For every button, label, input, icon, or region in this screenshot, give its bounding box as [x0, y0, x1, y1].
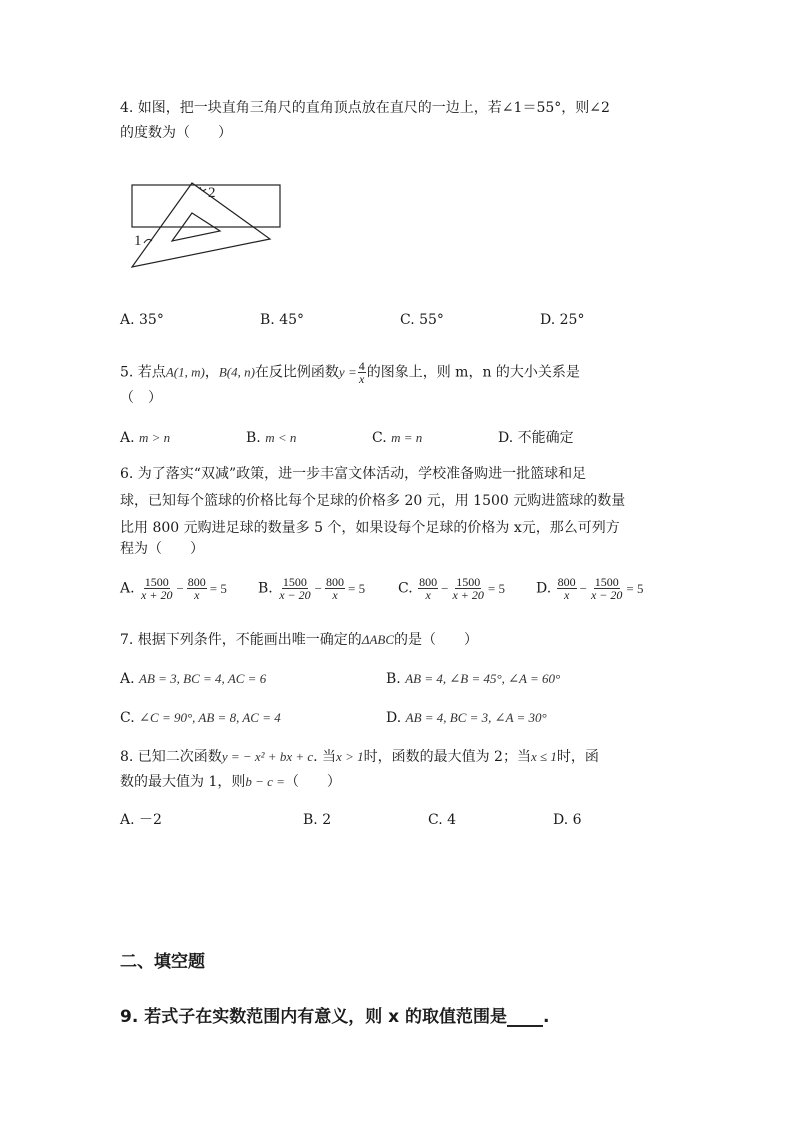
- q6-d-n2: 1500: [594, 575, 619, 589]
- q5-option-b-label: B.: [246, 430, 261, 446]
- q6-option-d-label: D.: [536, 580, 552, 597]
- q5-option-c-label: C.: [372, 430, 387, 446]
- q6-d-frac2: [590, 576, 623, 601]
- q6-c-n1: 800: [419, 575, 438, 589]
- q5-suffix: 的图象上，则 m，n 的大小关系是: [366, 364, 580, 381]
- q6-c-frac1: [418, 576, 438, 601]
- q6-a-frac1: [140, 576, 173, 601]
- q5-option-a: [120, 428, 170, 448]
- q6-a-d1: x + 20: [141, 588, 173, 602]
- q8-option-b: B. 2: [303, 812, 332, 828]
- q5-point-b: B(4, n): [218, 364, 255, 380]
- q7-option-a-label: A.: [120, 671, 135, 687]
- q4-figure: [120, 175, 290, 275]
- q8-mid3: 时，函: [556, 749, 599, 765]
- q8-stem-line2: [120, 772, 341, 792]
- q7-option-a: [120, 669, 266, 689]
- q6-d-d1: x: [563, 588, 570, 602]
- q6-a-rhs: = 5: [209, 580, 227, 596]
- q7-option-b: [386, 669, 560, 689]
- q6-d-d2: x − 20: [590, 588, 623, 602]
- q7-option-b-label: B.: [386, 671, 401, 687]
- q5-option-c: [372, 428, 422, 448]
- q6-a-frac2: [187, 576, 207, 601]
- q5-mid: 在反比例函数: [254, 364, 339, 381]
- q5-option-a-label: A.: [120, 430, 135, 446]
- q5-option-c-math: m = n: [391, 430, 423, 445]
- q5-stem-line1: [120, 360, 580, 385]
- section-heading: 二、填空题: [120, 952, 205, 972]
- q7-option-a-math: AB = 3, BC = 4, AC = 6: [139, 671, 267, 686]
- q7-option-d: [386, 708, 547, 728]
- q8-line2-suffix: （ ）: [284, 774, 341, 790]
- q4-option-d: D. 25°: [540, 312, 585, 328]
- q8-stem-line1: [120, 747, 599, 767]
- ruler: [132, 185, 280, 227]
- q5-sep: ，: [204, 364, 219, 381]
- q6-c-d2: x + 20: [452, 588, 484, 602]
- q6-d-op: −: [579, 580, 587, 596]
- q7-suffix: 的是（ ）: [394, 632, 478, 648]
- q7-option-b-math: AB = 4, ∠B = 45°, ∠A = 60°: [405, 671, 561, 686]
- q4-option-c: C. 55°: [400, 312, 444, 328]
- q6-option-c: [398, 576, 507, 601]
- q6-b-frac2: [325, 576, 345, 601]
- q7-prefix: 7. 根据下列条件，不能画出唯一确定的: [120, 632, 362, 648]
- q5-func-fraction: [358, 360, 366, 385]
- q5-option-d: D. 不能确定: [498, 430, 574, 446]
- q4-stem-line2: 的度数为（ ）: [120, 125, 232, 141]
- q9-answer-blank[interactable]: [507, 1007, 543, 1027]
- q8-mid1: . 当: [313, 749, 337, 765]
- q5-func-num: 4: [358, 359, 365, 373]
- q7-option-d-math: AB = 4, BC = 3, ∠A = 30°: [405, 710, 547, 725]
- q5-stem-line2: （ ）: [120, 390, 162, 406]
- q6-d-rhs: = 5: [626, 580, 644, 596]
- q6-option-d: [536, 576, 646, 601]
- q5-point-a: A(1, m): [165, 364, 205, 380]
- q8-mid2: 时，函数的最大值为 2；当: [363, 749, 531, 765]
- q4-option-b: B. 45°: [260, 312, 305, 328]
- q6-option-a-label: A.: [120, 580, 135, 597]
- angle-label-1: 1: [134, 233, 142, 249]
- angle-label-2: 2: [208, 185, 216, 201]
- q6-stem-line3: 比用 800 元购进足球的数量多 5 个，如果设每个足球的价格为 x元，那么可列方: [120, 520, 620, 536]
- q6-option-b-label: B.: [258, 580, 273, 597]
- q5-prefix: 5. 若点: [120, 364, 166, 381]
- q5-option-b: [246, 428, 296, 448]
- q6-b-n1: 1500: [282, 575, 307, 589]
- q8-func: y = − x² + bx + c: [221, 749, 314, 764]
- q6-c-rhs: = 5: [487, 580, 505, 596]
- q5-option-b-math: m < n: [265, 430, 297, 445]
- q7-option-c: [120, 708, 281, 728]
- q6-stem-line2: 球，已知每个篮球的价格比每个足球的价格多 20 元，用 1500 元购进篮球的数量: [120, 493, 626, 509]
- q6-b-d2: x: [332, 588, 338, 602]
- q6-c-frac2: [451, 576, 484, 601]
- q5-func-den: x: [359, 372, 365, 386]
- q8-option-d: D. 6: [553, 812, 582, 828]
- q6-option-c-label: C.: [398, 580, 413, 597]
- q6-b-frac1: [278, 576, 311, 601]
- q4-stem-line1: 4. 如图，把一块直角三角尺的直角顶点放在直尺的一边上，若∠1＝55°，则∠2: [120, 100, 610, 116]
- q6-option-b: [258, 576, 367, 601]
- q6-stem-line4: 程为（ ）: [120, 541, 204, 557]
- q8-option-a: A. －2: [120, 812, 162, 828]
- q8-expr: b − c =: [245, 774, 285, 789]
- q9-text: 9. 若式子在实数范围内有意义，则 x 的取值范围是: [120, 1007, 508, 1027]
- q6-a-n1: 1500: [144, 575, 169, 589]
- q8-line2-prefix: 数的最大值为 1，则: [120, 774, 246, 790]
- q7-option-d-label: D.: [386, 710, 402, 726]
- q7-option-c-label: C.: [120, 710, 135, 726]
- q6-c-op: −: [441, 580, 449, 596]
- q6-c-d1: x: [425, 588, 431, 602]
- q4-option-a: A. 35°: [120, 312, 164, 328]
- q7-option-c-math: ∠C = 90°, AB = 8, AC = 4: [139, 710, 281, 725]
- q6-b-rhs: = 5: [347, 580, 366, 596]
- q6-d-n1: 800: [557, 575, 576, 589]
- q6-b-op: −: [314, 580, 322, 596]
- q6-a-d2: x: [194, 588, 200, 602]
- q8-prefix: 8. 已知二次函数: [120, 749, 222, 765]
- q6-b-d1: x − 20: [279, 588, 311, 602]
- q5-func-lhs: y =: [338, 364, 357, 380]
- q6-d-frac1: [557, 576, 577, 601]
- q5-option-a-math: m > n: [139, 430, 171, 445]
- q6-c-n2: 1500: [456, 575, 481, 589]
- triangle-outer: [132, 183, 270, 267]
- q6-stem-line1: 6. 为了落实“双减”政策，进一步丰富文体活动，学校准备购进一批篮球和足: [120, 466, 587, 482]
- q8-option-c: C. 4: [428, 812, 457, 828]
- q6-a-op: −: [176, 580, 184, 596]
- q9-stem: [120, 1002, 549, 1027]
- q8-cond2: x ≤ 1: [530, 749, 557, 764]
- q6-option-a: [120, 576, 229, 601]
- q6-a-n2: 800: [187, 575, 206, 589]
- q7-stem: [120, 630, 478, 650]
- q9-end: .: [543, 1007, 550, 1027]
- q6-b-n2: 800: [325, 575, 344, 589]
- q8-cond1: x > 1: [336, 749, 364, 764]
- q7-triangle: ΔABC: [361, 632, 394, 647]
